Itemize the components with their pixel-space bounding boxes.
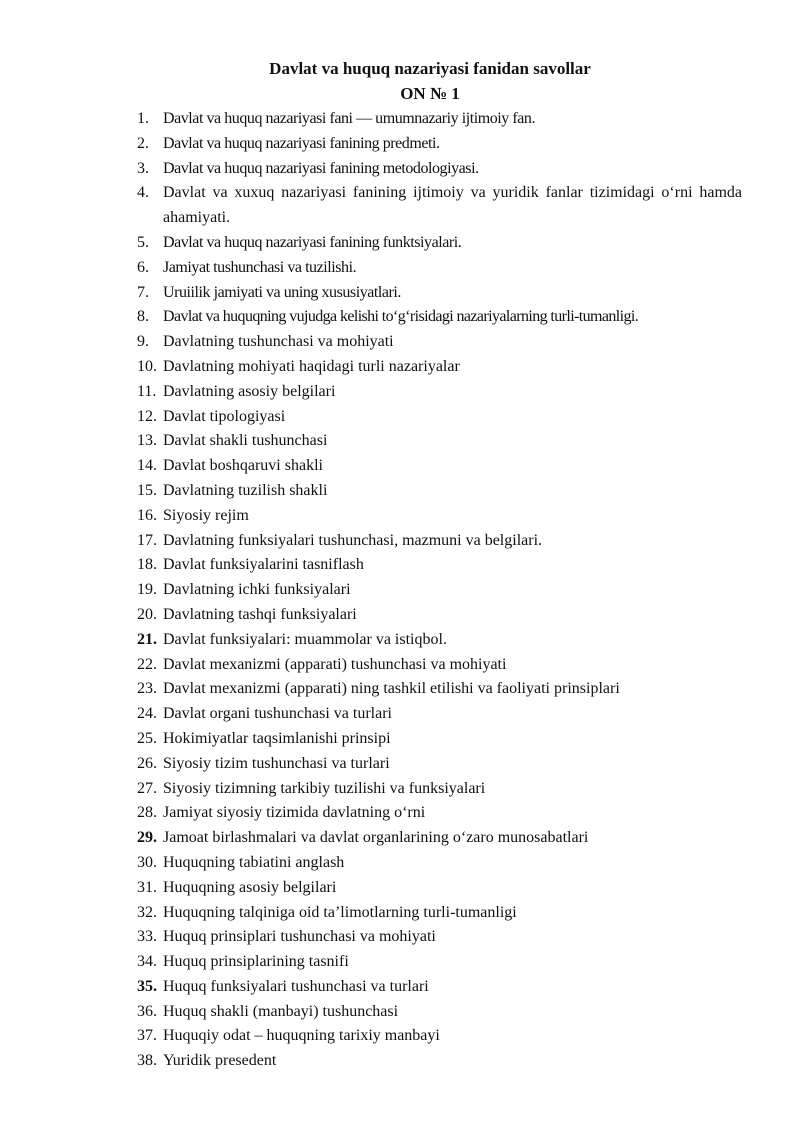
question-text: Davlat va huquqning vujudga kelishi to‘g‘risidagi nazariyalarning turli-tumanligi.: [163, 308, 639, 326]
question-item: [137, 256, 742, 281]
question-number: 9.: [137, 333, 149, 351]
question-item: [137, 1000, 742, 1025]
question-number: 33.: [137, 928, 157, 946]
question-item: [137, 628, 742, 653]
question-text: Davlat va huquq nazariyasi fanining metodologiyasi.: [163, 159, 479, 177]
question-number: 4.: [137, 184, 149, 202]
question-number: 22.: [137, 655, 157, 673]
question-text: Jamiyat siyosiy tizimida davlatning o‘rni: [163, 804, 426, 822]
question-item: [137, 603, 742, 628]
question-number: 30.: [137, 853, 157, 871]
question-text: Siyosiy tizim tushunchasi va turlari: [163, 754, 390, 772]
question-text: Jamiyat tushunchasi va tuzilishi.: [163, 258, 357, 276]
question-item: [137, 826, 742, 851]
question-number: 25.: [137, 729, 157, 747]
question-number: 24.: [137, 705, 157, 723]
question-text: Davlat shakli tushunchasi: [163, 432, 328, 450]
question-number: 1.: [137, 110, 149, 127]
question-number: 19.: [137, 581, 157, 599]
question-number: 27.: [137, 779, 157, 797]
question-number: 10.: [137, 357, 157, 375]
question-text: Siyosiy tizimning tarkibiy tuzilishi va funksiyalari: [163, 779, 486, 797]
question-text: Yuridik presedent: [163, 1052, 277, 1070]
question-item: [137, 727, 742, 752]
question-text: Davlat va xuxuq nazariyasi fanining ijtimoiy va yuridik fanlar tizimidagi o‘rni hamda ahamiyati.: [163, 184, 742, 227]
question-item: [137, 281, 742, 306]
question-item: [137, 801, 742, 826]
question-item: [137, 454, 742, 479]
question-number: 32.: [137, 903, 157, 921]
question-text: Davlat va huquq nazariyasi fanining predmeti.: [163, 134, 440, 152]
question-item: [137, 653, 742, 678]
question-number: 35.: [137, 977, 157, 995]
question-text: Davlatning mohiyati haqidagi turli nazariyalar: [163, 357, 460, 375]
question-text: Davlat organi tushunchasi va turlari: [163, 705, 392, 723]
question-text: Huquqning tabiatini anglash: [163, 853, 345, 871]
question-text: Davlat va huquq nazariyasi fani — umumnazariy ijtimoiy fan.: [163, 110, 535, 127]
question-number: 21.: [137, 630, 157, 648]
question-item: [137, 107, 742, 132]
question-text: Jamoat birlashmalari va davlat organlarining o‘zaro munosabatlari: [163, 829, 589, 847]
question-number: 6.: [137, 258, 149, 276]
question-item: [137, 975, 742, 1000]
question-text: Huquqning talqiniga oid ta’limotlarning turli-tumanligi: [163, 903, 517, 921]
question-item: [137, 876, 742, 901]
question-number: 8.: [137, 308, 149, 326]
question-text: Huquq funksiyalari tushunchasi va turlari: [163, 977, 429, 995]
question-number: 13.: [137, 432, 157, 450]
question-text: Huquq prinsiplari tushunchasi va mohiyati: [163, 928, 436, 946]
question-number: 31.: [137, 878, 157, 896]
question-text: Davlatning tushunchasi va mohiyati: [163, 333, 394, 351]
question-number: 37.: [137, 1027, 157, 1045]
question-item: [137, 925, 742, 950]
question-item: [137, 181, 742, 231]
question-text: Davlatning funksiyalari tushunchasi, mazmuni va belgilari.: [163, 531, 543, 549]
question-item: [137, 950, 742, 975]
question-number: 7.: [137, 283, 149, 301]
question-number: 34.: [137, 953, 157, 971]
question-text: Davlatning asosiy belgilari: [163, 382, 336, 400]
question-number: 17.: [137, 531, 157, 549]
question-item: [137, 305, 742, 330]
question-number: 2.: [137, 134, 149, 152]
question-number: 38.: [137, 1052, 157, 1070]
question-number: 11.: [137, 382, 157, 400]
question-item: [137, 529, 742, 554]
question-text: Davlat mexanizmi (apparati) ning tashkil etilishi va faoliyati prinsiplari: [163, 680, 620, 698]
question-number: 28.: [137, 804, 157, 822]
question-item: [137, 851, 742, 876]
question-number: 5.: [137, 233, 149, 251]
question-item: [137, 504, 742, 529]
question-item: [137, 702, 742, 727]
question-text: Huquqning asosiy belgilari: [163, 878, 337, 896]
question-item: [137, 553, 742, 578]
document-subtitle: ON № 1: [400, 84, 460, 103]
question-text: Huquq prinsiplarining tasnifi: [163, 953, 349, 971]
question-number: 20.: [137, 605, 157, 623]
question-text: Davlatning ichki funksiyalari: [163, 581, 351, 599]
question-item: [137, 901, 742, 926]
question-item: [137, 405, 742, 430]
question-item: [137, 479, 742, 504]
question-item: [137, 157, 742, 182]
question-item: [137, 1024, 742, 1049]
question-text: Huquqiy odat – huquqning tarixiy manbayi: [163, 1027, 440, 1045]
question-item: [137, 777, 742, 802]
question-list: [137, 107, 742, 1074]
question-item: [137, 380, 742, 405]
question-number: 12.: [137, 407, 157, 425]
question-number: 14.: [137, 457, 157, 475]
question-number: 23.: [137, 680, 157, 698]
question-number: 15.: [137, 481, 157, 499]
question-item: [137, 132, 742, 157]
question-number: 36.: [137, 1002, 157, 1020]
question-number: 16.: [137, 506, 157, 524]
question-item: [137, 578, 742, 603]
question-item: [137, 330, 742, 355]
question-text: Davlat boshqaruvi shakli: [163, 457, 323, 475]
question-item: [137, 231, 742, 256]
question-item: [137, 429, 742, 454]
question-text: Davlatning tuzilish shakli: [163, 481, 328, 499]
question-text: Hokimiyatlar taqsimlanishi prinsipi: [163, 729, 391, 747]
document-title: Davlat va huquq nazariyasi fanidan savollar: [269, 59, 591, 78]
question-text: Uruiilik jamiyati va uning xususiyatlari.: [163, 283, 401, 301]
question-number: 18.: [137, 556, 157, 574]
question-number: 29.: [137, 829, 157, 847]
question-text: Davlat funksiyalari: muammolar va istiqbol.: [163, 630, 447, 648]
question-text: Huquq shakli (manbayi) tushunchasi: [163, 1002, 399, 1020]
question-number: 3.: [137, 159, 149, 177]
question-text: Davlat va huquq nazariyasi fanining funktsiyalari.: [163, 233, 462, 251]
question-text: Davlat tipologiyasi: [163, 407, 286, 425]
question-item: [137, 752, 742, 777]
question-text: Davlat mexanizmi (apparati) tushunchasi va mohiyati: [163, 655, 507, 673]
question-item: [137, 1049, 742, 1074]
question-item: [137, 677, 742, 702]
question-number: 26.: [137, 754, 157, 772]
question-text: Davlat funksiyalarini tasniflash: [163, 556, 364, 574]
question-text: Davlatning tashqi funksiyalari: [163, 605, 357, 623]
question-item: [137, 355, 742, 380]
question-text: Siyosiy rejim: [163, 506, 249, 524]
